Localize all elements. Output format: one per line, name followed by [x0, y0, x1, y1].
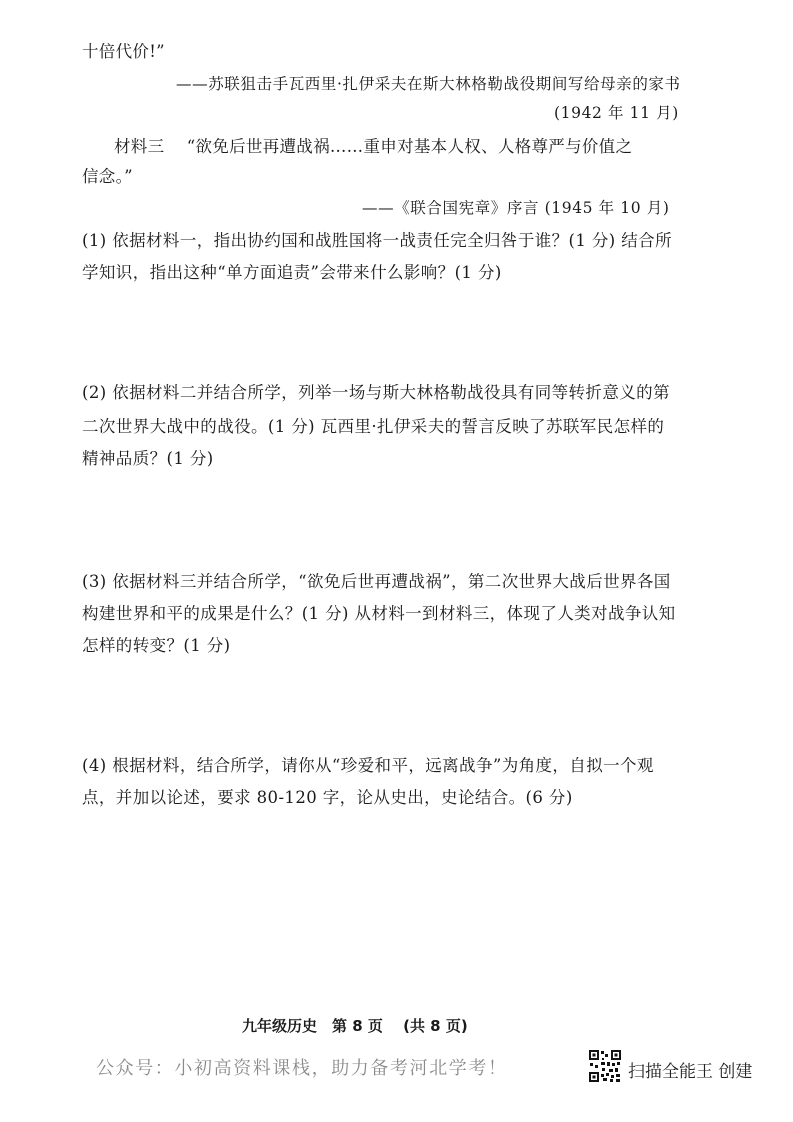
question-1-line-2: 学知识，指出这种“单方面追责”会带来什么影响？(1 分)	[82, 263, 502, 282]
question-1-line-1: (1) 依据材料一，指出协约国和战胜国将一战责任完全归咎于谁？(1 分) 结合所	[82, 231, 672, 250]
question-4-line-1: (4) 根据材料，结合所学，请你从“珍爱和平，远离战争”为角度，自拟一个观	[82, 756, 654, 775]
material-three-attribution: ——《联合国宪章》序言 (1945 年 10 月)	[362, 199, 670, 217]
page-footer-label: 九年级历史 第 8 页 (共 8 页)	[242, 1017, 468, 1035]
question-3-line-2: 构建世界和平的成果是什么？(1 分) 从材料一到材料三，体现了人类对战争认知	[82, 604, 676, 623]
scanner-brand-label: 扫描全能王 创建	[628, 1062, 753, 1082]
watermark-text: 公众号：小初高资料课栈，助力备考河北学考！	[96, 1058, 508, 1079]
question-2-line-3: 精神品质？(1 分)	[82, 449, 214, 468]
question-4-line-2: 点，并加以论述，要求 80-120 字，论从史出，史论结合。(6 分)	[82, 788, 573, 807]
material-two-closing-line: 十倍代价!”	[82, 42, 165, 61]
material-three-line-2: 信念。”	[82, 167, 133, 186]
qr-code-icon	[588, 1049, 622, 1083]
question-3-line-3: 怎样的转变？(1 分)	[82, 636, 231, 655]
material-two-attribution: ——苏联狙击手瓦西里·扎伊采夫在斯大林格勒战役期间写给母亲的家书	[176, 75, 681, 93]
question-2-line-2: 二次世界大战中的战役。(1 分) 瓦西里·扎伊采夫的誓言反映了苏联军民怎样的	[82, 417, 665, 436]
material-three-line-1: 材料三 “欲免后世再遭战祸……重申对基本人权、人格尊严与价值之	[114, 137, 633, 156]
material-two-date: (1942 年 11 月)	[554, 104, 679, 122]
question-3-line-1: (3) 依据材料三并结合所学，“欲免后世再遭战祸”，第二次世界大战后世界各国	[82, 572, 671, 591]
question-2-line-1: (2) 依据材料二并结合所学，列举一场与斯大林格勒战役具有同等转折意义的第	[82, 383, 670, 402]
